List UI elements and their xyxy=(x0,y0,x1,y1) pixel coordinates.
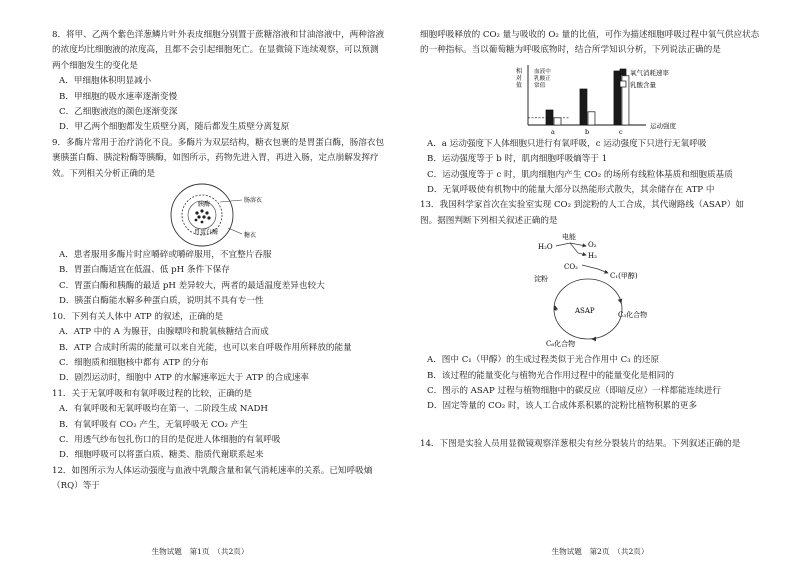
q10-option-a: A．ATP 中的 A 为腺苷，由腺嘌呤和脱氧核糖结合而成 xyxy=(59,327,269,338)
q8-option-a: A．甲细胞体积明显减小 xyxy=(59,76,152,87)
q12-option-a: A．a 运动强度下人体细胞只进行有氧呼吸，c 运动强度下只进行无氧呼吸 xyxy=(427,138,707,149)
q11-stem: 11．关于无氧呼吸和有氧呼吸过程的比较，正确的是 xyxy=(52,388,252,399)
pill-inner-label: 胰酶 xyxy=(198,201,211,209)
q12-stem: 12．如图所示为人体运动强度与血液中乳酸含量和氧气消耗速率的关系。已知呼吸熵（RQ）等于 xyxy=(52,465,373,492)
x-tick-label-c: c xyxy=(618,127,623,136)
oxygen-label: O₂ xyxy=(588,241,597,250)
y-axis-label-char: 值 xyxy=(516,81,523,89)
page-2-footer: 生物试题 第2页 （共2页） xyxy=(551,547,649,556)
pill-diagram xyxy=(52,182,386,248)
q9-option-d: D．胰蛋白酶能水解多种蛋白质，说明其不具有专一性 xyxy=(59,296,264,307)
q12-option-b: B．运动强度等于 b 时，肌肉细胞呼吸熵等于 1 xyxy=(427,154,608,165)
legend-label-1: 乳酸含量 xyxy=(630,80,656,89)
sugar-coat-label: 糖衣 xyxy=(244,232,257,240)
asap-pathway-diagram xyxy=(420,229,760,353)
q11-option-d: D．细胞呼吸可以将蛋白质、糖类、脂质代谢联系起来 xyxy=(59,450,264,461)
bar-b-oxygen xyxy=(580,89,587,125)
c1-methanol-label: C₁(甲醇) xyxy=(610,272,638,281)
starch-label: 淀粉 xyxy=(534,275,548,284)
annotation-line-1: 血液中 xyxy=(534,68,551,75)
q8-stem: 8．将甲、乙两个紫色洋葱鳞片叶外表皮细胞分别置于蔗糖溶液和甘油溶液中，两种溶液的浓度均比细胞液的浓度高，且都不会引起细胞死亡。在显微镜下连续观察，可以预测两个细胞发生的变化是 xyxy=(52,30,385,71)
legend-swatch-1 xyxy=(620,81,626,87)
exercise-chart-svg xyxy=(420,59,760,137)
x-tick-label-b: b xyxy=(584,127,590,136)
q11-option-b: B．有氧呼吸有 CO₂ 产生，无氧呼吸无 CO₂ 产生 xyxy=(59,419,248,430)
x-axis-label: 运动强度 xyxy=(650,121,676,130)
c6-compound-label: C₆化合物 xyxy=(546,340,576,349)
q9-stem: 9．多酶片常用于治疗消化不良。多酶片为双层结构，糖衣包裹的是胃蛋白酶，肠溶衣包裹胰蛋白酶、胰淀粉酶等胰酶，如图所示，药物先进入胃，再进入肠，定点崩解发挥疗效。下列相关分析正确的是 xyxy=(52,137,385,179)
sugar-coat-circle xyxy=(171,184,233,246)
annotation-line-3: 常值 xyxy=(534,82,546,89)
water-label: H₂O xyxy=(538,243,553,252)
energy-label: 电能 xyxy=(562,233,576,242)
y-axis-label-char: 对 xyxy=(516,74,523,82)
enteric-coat-label: 肠溶衣 xyxy=(244,197,263,205)
q12-option-d: D．无氧呼吸使有机物中的能量大部分以热能形式散失，其余储存在 ATP 中 xyxy=(427,185,715,196)
q8-option-c: C．乙细胞液泡的颜色逐渐变深 xyxy=(59,107,178,118)
asap-pathway-svg xyxy=(420,229,760,353)
q9-option-c: C．胃蛋白酶和胰酶的最适 pH 差异较大，两者的最适温度差异也较大 xyxy=(59,280,325,291)
q10-option-c: C．细胞质和细胞核中都有 ATP 的分布 xyxy=(59,357,209,368)
enzyme-particles xyxy=(195,209,211,223)
q13-stem: 13．我国科学家首次在实验室实现 CO₂ 到淀粉的人工合成，其代谢路线（ASAP）如图。据图判断下列相关叙述正确的是 xyxy=(420,200,744,226)
bar-c-oxygen xyxy=(614,71,621,125)
q8-option-b: B．甲细胞的吸水速率逐渐变慢 xyxy=(59,91,178,102)
q12-stem-continued: 细胞呼吸释放的 CO₂ 量与吸收的 O₂ 量的比值，可作为描述细胞呼吸过程中氧气供应状态的一种指标。当以葡萄糖为呼吸底物时，结合所学知识分析，下列说法正确的是 xyxy=(420,30,760,56)
q10-option-b: B．ATP 合成时所需的能量可以来自光能，也可以来自呼吸作用所释放的能量 xyxy=(59,342,352,353)
exercise-chart xyxy=(420,59,760,137)
q9-option-a: A．患者服用多酶片时应嚼碎或嚼碎服用，不宜整片吞服 xyxy=(59,250,272,261)
q11-option-c: C．用透气纱布包扎伤口的目的是促进人体细胞的有氧呼吸 xyxy=(59,434,281,445)
q13-option-a: A．图中 C₁（甲醇）的生成过程类似于光合作用中 C₃ 的还原 xyxy=(427,355,660,366)
q10-option-d: D．剧烈运动时，细胞中 ATP 的水解速率远大于 ATP 的合成速率 xyxy=(59,373,309,384)
q11-option-a: A．有氧呼吸和无氧呼吸均在第一、二阶段生成 NADH xyxy=(59,404,268,415)
page-1-footer: 生物试题 第1页 （共2页） xyxy=(151,547,249,556)
legend-label-0: 氧气消耗速率 xyxy=(630,68,669,77)
hydrogen-label: H₂ xyxy=(588,252,597,261)
bar-a-oxygen xyxy=(546,110,553,125)
asap-center-label: ASAP xyxy=(575,307,595,316)
y-axis-label-char: 相 xyxy=(516,67,523,75)
q14-stem: 14．下图是实验人员用显微镜观察洋葱根尖有丝分裂装片的结果。下列叙述正确的是 xyxy=(420,438,741,449)
x-tick-label-a: a xyxy=(551,127,555,136)
q10-stem: 10．下列有关人体中 ATP 的叙述，正确的是 xyxy=(52,311,224,322)
q9-option-b: B．胃蛋白酶适宜在低温、低 pH 条件下保存 xyxy=(59,265,230,276)
q13-option-b: B．该过程的能量变化与植物光合作用过程中的能量变化是相同的 xyxy=(427,370,674,381)
q13-option-c: C．图示的 ASAP 过程与植物细胞中的碳反应（即暗反应）一样都能连续进行 xyxy=(427,386,721,397)
pill-diagram-svg xyxy=(52,182,386,248)
q12-option-c: C．运动强度等于 c 时，肌肉细胞内产生 CO₂ 的场所有线粒体基质和细胞质基质 xyxy=(427,169,733,180)
annotation-line-2: 乳酸正 xyxy=(534,75,551,82)
co2-label: CO₂ xyxy=(564,263,578,272)
legend-swatch-0 xyxy=(620,69,626,75)
q13-option-d: D．固定等量的 CO₂ 时，该人工合成体系积累的淀粉比植物积累的更多 xyxy=(427,401,698,412)
page-2 xyxy=(400,0,800,565)
c3-compound-label: C₃化合物 xyxy=(618,311,648,320)
q8-option-d: D．甲乙两个细胞都发生质壁分离，随后都发生质壁分离复原 xyxy=(59,122,290,133)
pill-outer-label: 胃蛋白酶 xyxy=(194,229,219,237)
bar-a-lactate xyxy=(554,118,561,125)
bar-b-lactate xyxy=(588,112,595,125)
